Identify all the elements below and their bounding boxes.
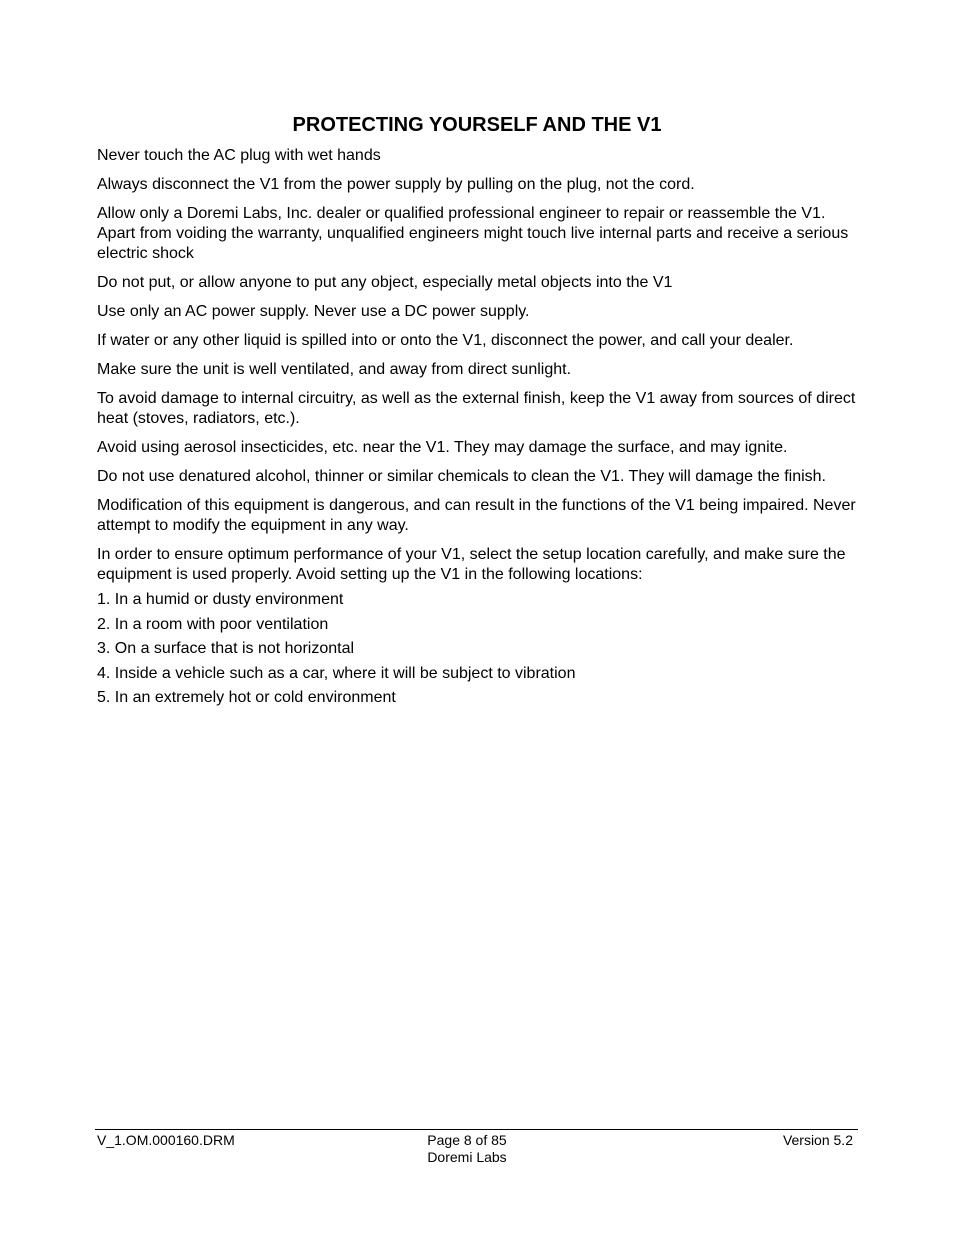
version-label: Version 5.2 (782, 1132, 853, 1148)
list-item: 1. In a humid or dusty environment (97, 591, 344, 608)
paragraph: Always disconnect the V1 from the power supply by pulling on the plug, not the cord. (97, 176, 695, 193)
paragraph: If water or any other liquid is spilled into or onto the V1, disconnect the power, and call your dealer. (97, 332, 794, 349)
paragraph: Do not use denatured alcohol, thinner or similar chemicals to clean the V1. They will damage the finish. (97, 468, 826, 485)
list-item: 5. In an extremely hot or cold environment (97, 689, 396, 706)
page-footer (97, 1132, 853, 1172)
paragraph: Do not put, or allow anyone to put any object, especially metal objects into the V1 (97, 274, 673, 291)
paragraph: Allow only a Doremi Labs, Inc. dealer or qualified professional engineer to repair or reassemble the V1. Apart from voiding the warranty, unqualified engineers might touch live internal parts and receive a serious electric shock (97, 205, 849, 262)
document-id: V_1.OM.000160.DRM (97, 1132, 235, 1148)
paragraph: Never touch the AC plug with wet hands (97, 147, 381, 164)
page-title: PROTECTING YOURSELF AND THE V1 (292, 114, 662, 136)
document-body (97, 146, 857, 713)
paragraph: In order to ensure optimum performance of your V1, select the setup location carefully, and make sure the equipment is used properly. Avoid setting up the V1 in the following locations: (97, 546, 846, 583)
paragraph: To avoid damage to internal circuitry, as well as the external finish, keep the V1 away from sources of direct heat (stoves, radiators, etc.). (97, 390, 856, 427)
list-item: 3. On a surface that is not horizontal (97, 640, 355, 657)
location-list (97, 590, 857, 708)
paragraph: Make sure the unit is well ventilated, and away from direct sunlight. (97, 361, 572, 378)
footer-center (97, 1132, 837, 1166)
page-number: Page 8 of 85 (427, 1132, 507, 1148)
list-item: 2. In a room with poor ventilation (97, 615, 329, 633)
company-name: Doremi Labs (427, 1149, 507, 1165)
list-item: 4. Inside a vehicle such as a car, where it will be subject to vibration (97, 664, 576, 682)
paragraph: Use only an AC power supply. Never use a DC power supply. (97, 303, 530, 320)
paragraph: Avoid using aerosol insecticides, etc. near the V1. They may damage the surface, and may ignite. (97, 439, 788, 456)
paragraph: Modification of this equipment is dangerous, and can result in the functions of the V1 being impaired. Never attempt to modify the equipment in any way. (97, 497, 856, 534)
footer-divider (95, 1129, 858, 1130)
